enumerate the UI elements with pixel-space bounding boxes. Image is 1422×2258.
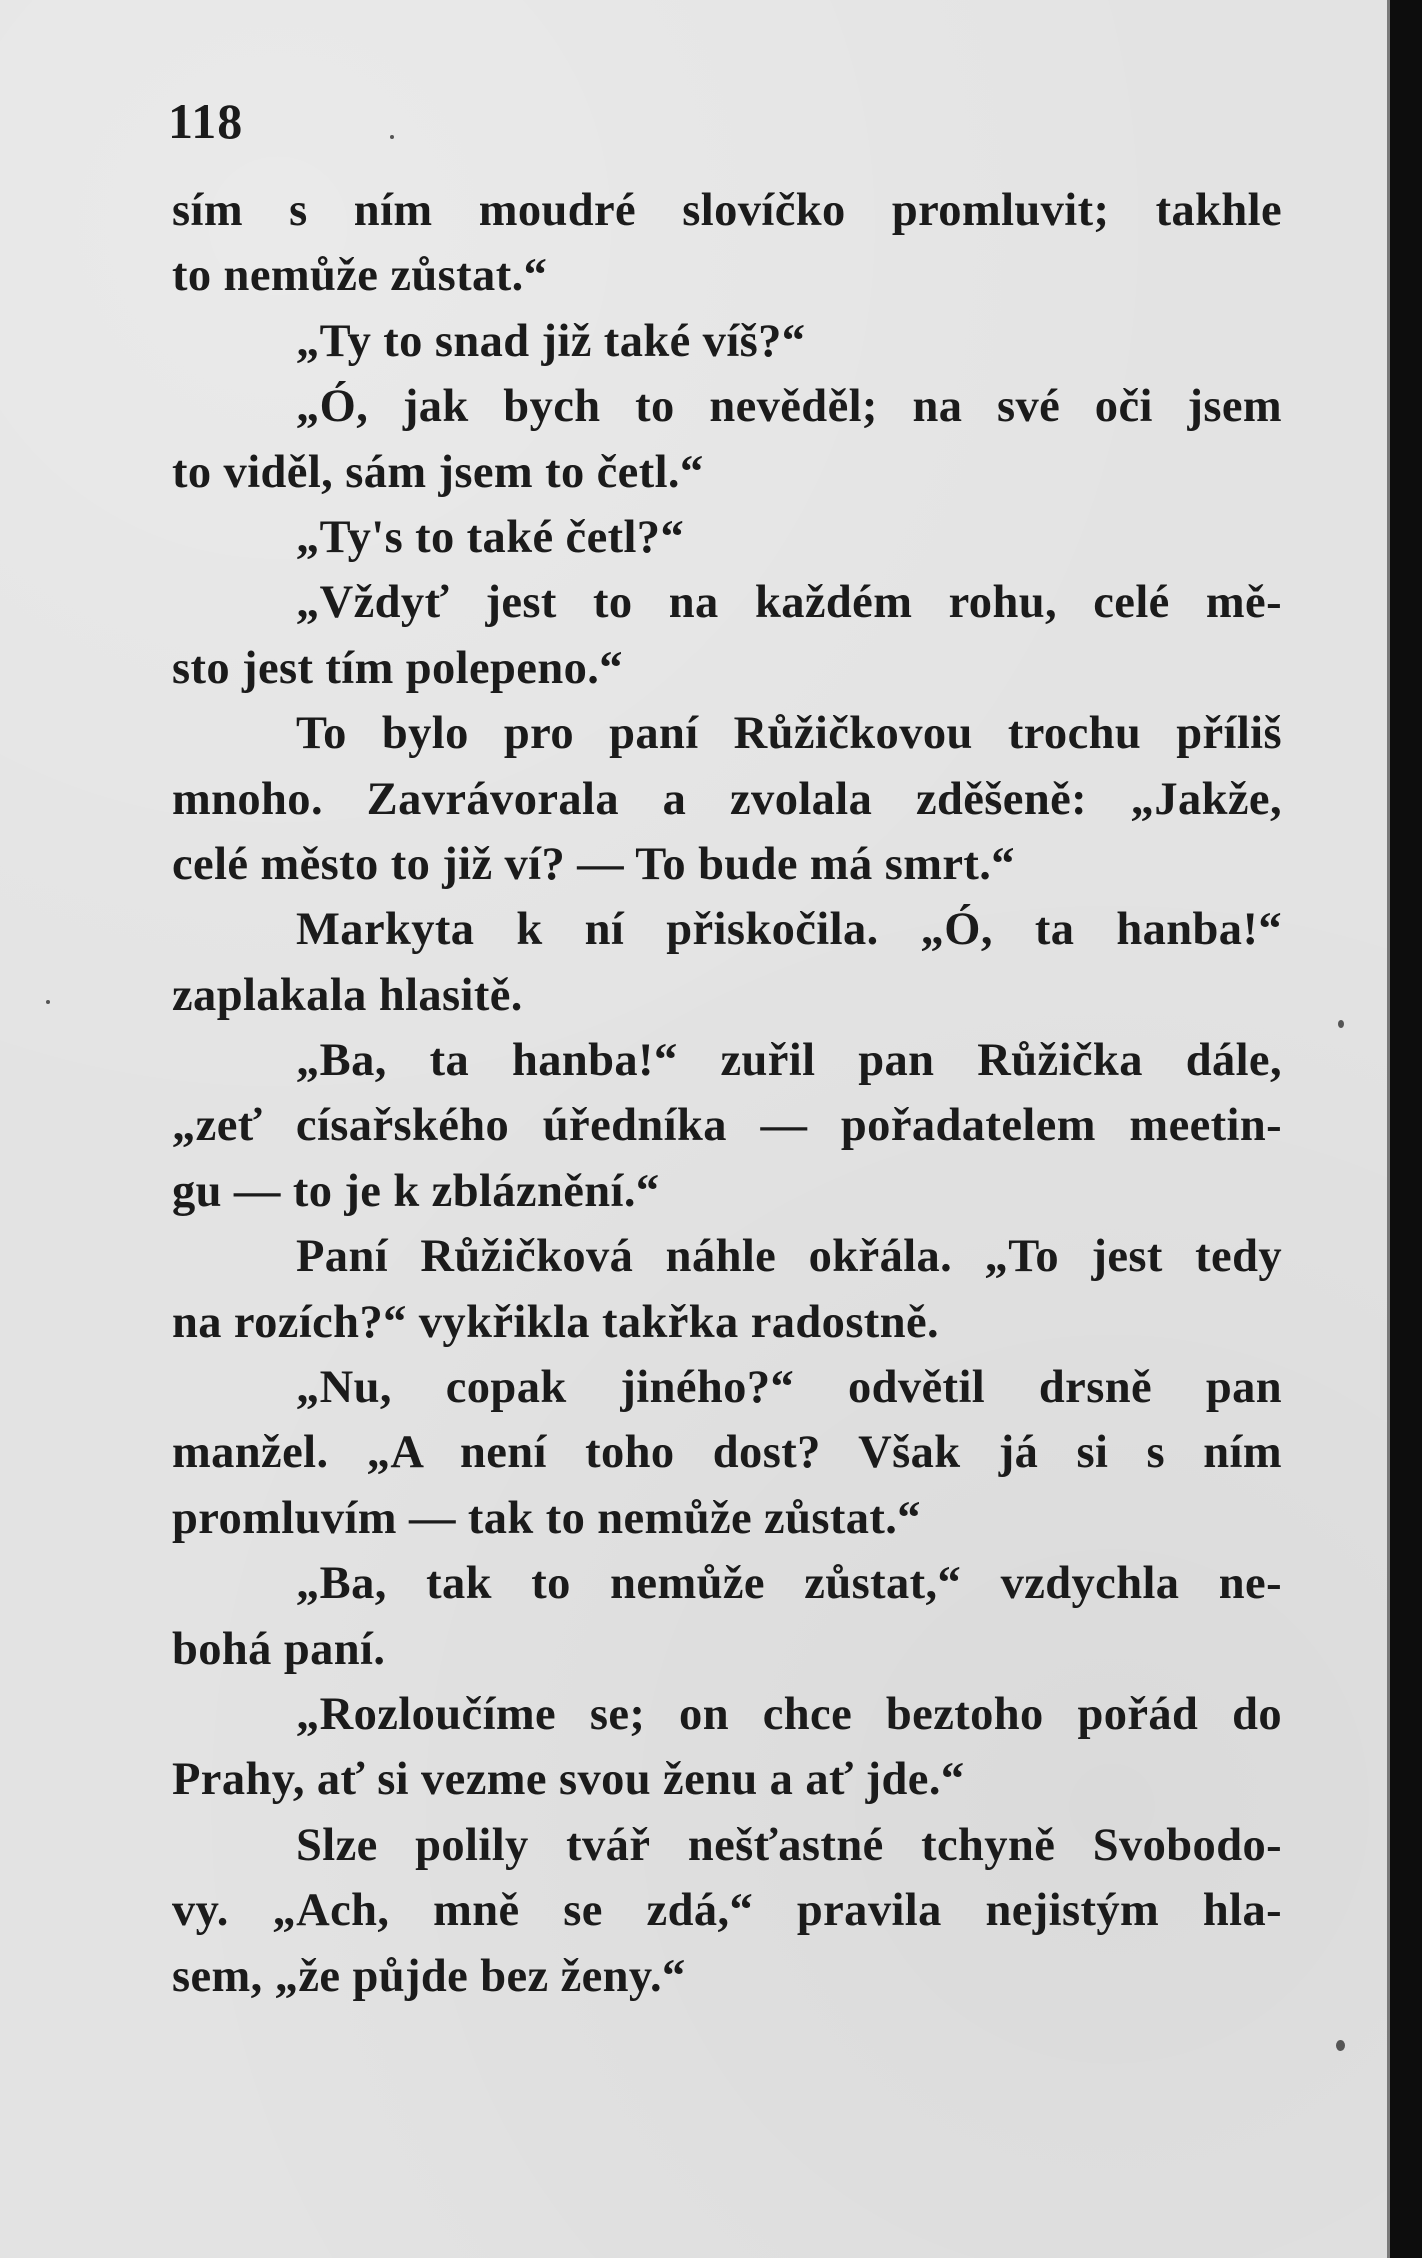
text-line: sto jest tím polepeno.“ bbox=[172, 642, 623, 694]
text-line: „Ty to snad již také víš?“ bbox=[296, 315, 806, 367]
text-line: to nemůže zůstat.“ bbox=[172, 250, 548, 302]
text-line: To bylo pro paní Růžičkovou trochu příliš bbox=[296, 708, 1282, 760]
text-line: Prahy, ať si vezme svou ženu a ať jde.“ bbox=[172, 1754, 965, 1806]
text-line: manžel. „A není toho dost? Však já si s ním bbox=[172, 1427, 1282, 1479]
text-line: Paní Růžičková náhle okřála. „To jest tedy bbox=[296, 1231, 1282, 1283]
paper-speck bbox=[1338, 1020, 1344, 1028]
page-body-text bbox=[172, 178, 1282, 2009]
text-line: „Ba, tak to nemůže zůstat,“ vzdychla ne- bbox=[296, 1558, 1282, 1610]
text-line: na rozích?“ vykřikla takřka radostně. bbox=[172, 1296, 940, 1348]
text-line: „Ty's to také četl?“ bbox=[296, 511, 685, 563]
paper-speck bbox=[46, 1000, 50, 1004]
text-line: „Nu, copak jiného?“ odvětil drsně pan bbox=[296, 1362, 1282, 1414]
paper-speck bbox=[390, 135, 394, 139]
text-line: mnoho. Zavrávorala a zvolala zděšeně: „Jakže, bbox=[172, 773, 1282, 825]
text-line: Slze polily tvář nešťastné tchyně Svobodo- bbox=[296, 1819, 1282, 1871]
text-line: „Ó, jak bych to nevěděl; na své oči jsem bbox=[296, 381, 1282, 433]
text-line: promluvím — tak to nemůže zůstat.“ bbox=[172, 1492, 921, 1544]
paper-speck bbox=[1336, 2040, 1345, 2051]
scan-border bbox=[1390, 0, 1422, 2258]
text-line: „zeť císařského úředníka — pořadatelem meetin- bbox=[172, 1100, 1282, 1152]
text-line: to viděl, sám jsem to četl.“ bbox=[172, 446, 704, 498]
text-line: bohá paní. bbox=[172, 1623, 386, 1675]
page-number: 118 bbox=[168, 93, 244, 149]
text-line: Markyta k ní přiskočila. „Ó, ta hanba!“ bbox=[296, 904, 1282, 956]
text-line: „Rozloučíme se; on chce beztoho pořád do bbox=[296, 1688, 1282, 1740]
text-line: sím s ním moudré slovíčko promluvit; takhle bbox=[172, 185, 1282, 236]
text-line: „Ba, ta hanba!“ zuřil pan Růžička dále, bbox=[296, 1035, 1282, 1087]
text-line: zaplakala hlasitě. bbox=[172, 969, 523, 1021]
text-line: vy. „Ach, mně se zdá,“ pravila nejistým hla- bbox=[172, 1885, 1282, 1937]
text-line: sem, „že půjde bez ženy.“ bbox=[172, 1950, 686, 2002]
text-line: gu — to je k zbláznění.“ bbox=[172, 1165, 660, 1217]
text-line: „Vždyť jest to na každém rohu, celé mě- bbox=[296, 577, 1282, 629]
text-line: celé město to již ví? — To bude má smrt.“ bbox=[172, 838, 1015, 890]
